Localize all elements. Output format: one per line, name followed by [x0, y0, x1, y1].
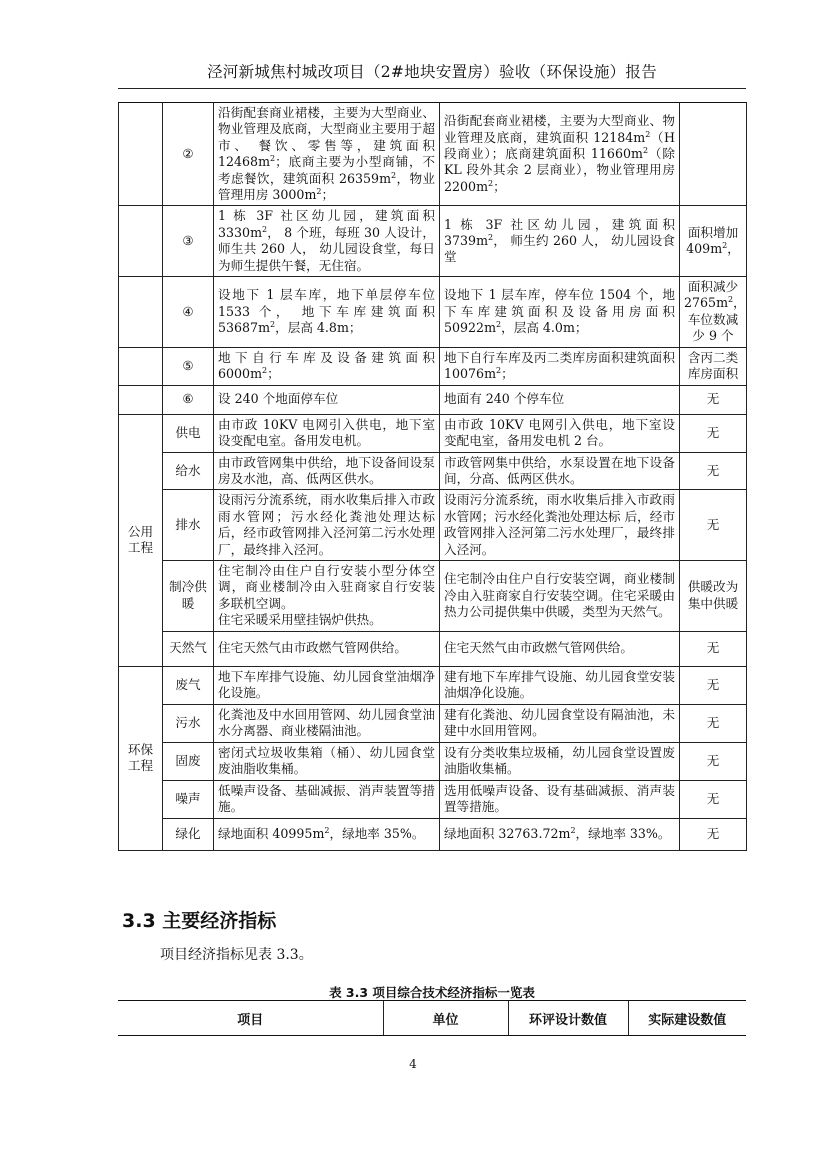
actual-content: 建有化粪池、幼儿园食堂设有隔油池，未建中水回用管网。	[440, 704, 680, 742]
actual-content: 设有分类收集垃圾桶，幼儿园食堂设置废油脂收集桶。	[440, 742, 680, 780]
actual-content: 建有地下车库排气设施、幼儿园食堂安装油烟净化设施。	[440, 666, 680, 704]
planned-content: 密闭式垃圾收集箱（桶）、幼儿园食堂废油脂收集桶。	[214, 742, 440, 780]
table-row	[119, 206, 747, 277]
actual-content: 地面有 240 个停车位	[440, 385, 680, 414]
actual-content: 1 栋 3F 社区幼儿园，建筑面积 $3739m^2$， 师生约 260 人， 幼儿园设食堂	[440, 206, 680, 277]
column-header: 实际建设数值	[628, 1001, 746, 1036]
item-name: 制冷供暖	[163, 560, 214, 631]
table-row	[119, 631, 747, 666]
change-note: 面积减少 $2765m^2$，车位数减少 9 个	[680, 277, 747, 348]
blank-cell	[119, 103, 163, 206]
planned-content: 1 栋 3F 社区幼儿园，建筑面积 $3330m^2$， 8 个班，每班 30 人设计，师生共 260 人， 幼儿园设食堂，每日为师生提供午餐，无住宿。	[214, 206, 440, 277]
item-name: 天然气	[163, 631, 214, 666]
table-row	[119, 414, 747, 452]
change-note: 面积增加 $409m^2$，	[680, 206, 747, 277]
change-note: 供暖改为集中供暖	[680, 560, 747, 631]
item-name: 给水	[163, 452, 214, 490]
table-row	[119, 452, 747, 490]
change-note: 含丙二类库房面积	[680, 347, 747, 385]
row-number: ④	[163, 277, 214, 348]
table-row	[119, 818, 747, 850]
change-note: 无	[680, 742, 747, 780]
row-number: ②	[163, 103, 214, 206]
item-name: 绿化	[163, 818, 214, 850]
group-label: 环保工程	[119, 666, 163, 850]
table-row	[119, 560, 747, 631]
section-title: 3.3 主要经济指标	[122, 910, 277, 932]
change-note: 无	[680, 818, 747, 850]
comparison-table	[118, 102, 747, 851]
table-row	[119, 704, 747, 742]
actual-content: 地下自行车库及丙二类库房面积建筑面积 $10076m^2$；	[440, 347, 680, 385]
table-row	[119, 780, 747, 818]
item-name: 污水	[163, 704, 214, 742]
table-caption: 表 3.3 项目综合技术经济指标一览表	[329, 985, 535, 1000]
planned-content: 低噪声设备、基础减振、消声装置等措施。	[214, 780, 440, 818]
planned-content: 地下自行车库及设备建筑面积 $6000m^2$；	[214, 347, 440, 385]
blank-cell	[119, 385, 163, 414]
actual-content: 设雨污分流系统，雨水收集后排入市政雨水管网；污水经化粪池处理达标 后，经市政管网排入泾河第二污水处理厂，最终排入泾河。	[440, 490, 680, 561]
blank-cell	[119, 277, 163, 348]
planned-content: 地下车库排气设施、幼儿园食堂油烟净化设施。	[214, 666, 440, 704]
section-text: 项目经济指标见表 3.3。	[160, 947, 313, 963]
running-header: 泾河新城焦村城改项目（2#地块安置房）验收（环保设施）报告	[206, 63, 658, 81]
planned-content: 由市政 10KV 电网引入供电，地下室设变配电室。备用发电机。	[214, 414, 440, 452]
planned-content: 设 240 个地面停车位	[214, 385, 440, 414]
table-row	[119, 103, 747, 206]
blank-cell	[119, 206, 163, 277]
column-header: 环评设计数值	[508, 1001, 628, 1036]
indicator-table	[118, 1000, 746, 1036]
row-number: ⑤	[163, 347, 214, 385]
change-note	[680, 103, 747, 206]
change-note: 无	[680, 704, 747, 742]
planned-content: 化粪池及中水回用管网、幼儿园食堂油水分离器、商业楼隔油池。	[214, 704, 440, 742]
change-note: 无	[680, 631, 747, 666]
table-row	[119, 277, 747, 348]
planned-content: 住宅制冷由住户自行安装小型分体空调，商业楼制冷由入驻商家自行安装 多联机空调。 住宅采暖采用壁挂锅炉供热。	[214, 560, 440, 631]
group-label: 公用工程	[119, 414, 163, 666]
row-number: ③	[163, 206, 214, 277]
item-name: 排水	[163, 490, 214, 561]
change-note: 无	[680, 490, 747, 561]
planned-content: 由市政管网集中供给，地下设备间设泵房及水池，高、低两区供水。	[214, 452, 440, 490]
change-note: 无	[680, 452, 747, 490]
header-rule	[118, 88, 746, 89]
actual-content: 选用低噪声设备、设有基础减振、消声装置等措施。	[440, 780, 680, 818]
planned-content: 绿地面积 $40995m^2$，绿地率 35%。	[214, 818, 440, 850]
row-number: ⑥	[163, 385, 214, 414]
planned-content: 设雨污分流系统，雨水收集后排入市政雨水管网；污水经化粪池处理达标 后，经市政管网排入泾河第二污水处理厂，最终排入泾河。	[214, 490, 440, 561]
change-note: 无	[680, 385, 747, 414]
page-number: 4	[409, 1057, 417, 1071]
item-name: 废气	[163, 666, 214, 704]
actual-content: 设地下 1 层车库，停车位 1504 个，地下车库建筑面积及设备用房面积 $50922m^2$，层高 4.0m；	[440, 277, 680, 348]
planned-content: 沿街配套商业裙楼，主要为大型商业、物业管理及底商，大型商业主要用于超市、 餐饮、零售等，建筑面积 $12468m^2$；底商主要为小型商铺，不考虑餐饮，建筑面积 $26359m^2$，物业管理用房 $3000m^2$；	[214, 103, 440, 206]
actual-content: 住宅天然气由市政燃气管网供给。	[440, 631, 680, 666]
change-note: 无	[680, 666, 747, 704]
table-row	[119, 385, 747, 414]
table-row	[119, 490, 747, 561]
actual-content: 市政管网集中供给，水泵设置在地下设备间，分高、低两区供水。	[440, 452, 680, 490]
actual-content: 住宅制冷由住户自行安装空调，商业楼制冷由入驻商家自行安装空调。住宅采暖由热力公司提供集中供暖，类型为天然气。	[440, 560, 680, 631]
actual-content: 绿地面积 $32763.72m^2$，绿地率 33%。	[440, 818, 680, 850]
item-name: 噪声	[163, 780, 214, 818]
actual-content: 由市政 10KV 电网引入供电，地下室设变配电室，备用发电机 2 台。	[440, 414, 680, 452]
change-note: 无	[680, 414, 747, 452]
actual-content: 沿街配套商业裙楼，主要为大型商业、物业管理及底商，建筑面积 $12184m^2(H$ 段商业）；底商建筑面积 $11660m^2$（除 KL 段外其余 2 层商业），物业管理用房 $2200m^2$；	[440, 103, 680, 206]
table-row	[119, 666, 747, 704]
column-header: 项目	[118, 1001, 383, 1036]
table-row	[119, 742, 747, 780]
planned-content: 住宅天然气由市政燃气管网供给。	[214, 631, 440, 666]
blank-cell	[119, 347, 163, 385]
change-note: 无	[680, 780, 747, 818]
column-header: 单位	[383, 1001, 508, 1036]
table-row	[119, 347, 747, 385]
planned-content: 设地下 1 层车库，地下单层停车位 1533 个， 地下车库建筑面积 $53687m^2$，层高 4.8m；	[214, 277, 440, 348]
item-name: 固废	[163, 742, 214, 780]
item-name: 供电	[163, 414, 214, 452]
